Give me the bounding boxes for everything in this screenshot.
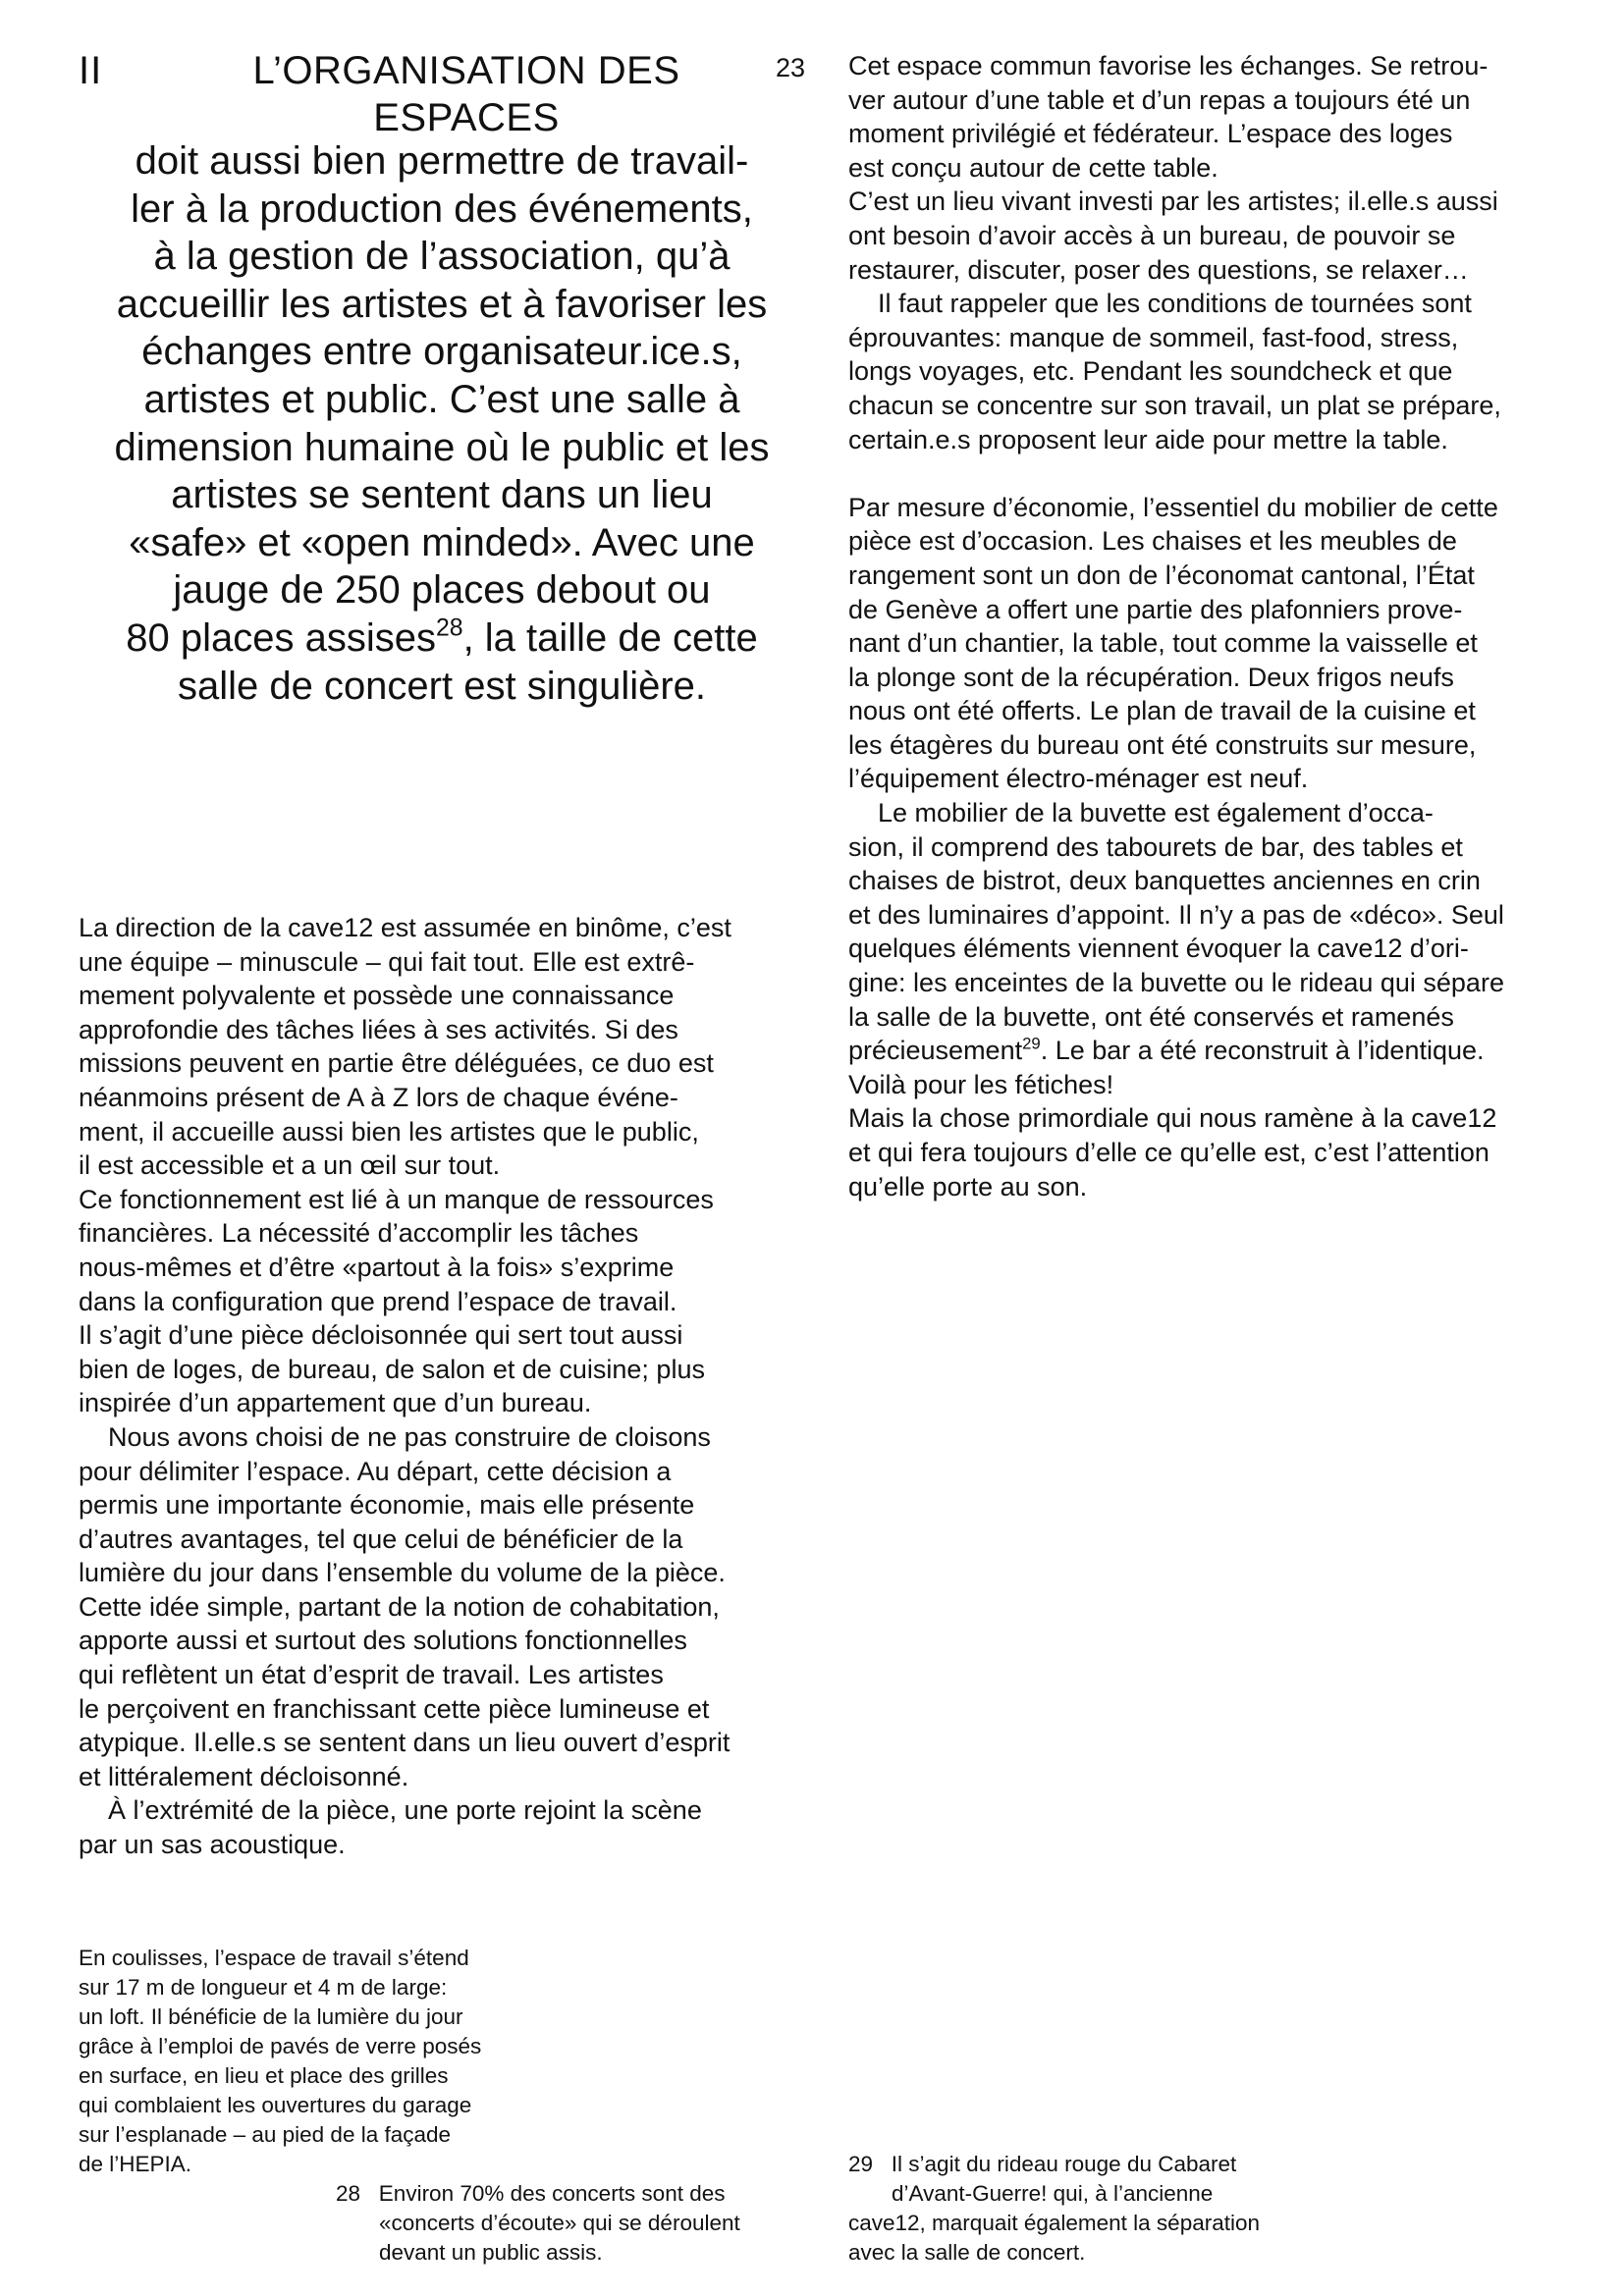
footnote-line: avec la salle de concert.: [848, 2240, 1086, 2265]
intro-line: artistes se sentent dans un lieu: [171, 473, 713, 517]
body-line: ment, il accueille aussi bien les artistes que le public,: [79, 1116, 699, 1147]
intro-line: jauge de 250 places debout ou: [173, 568, 711, 613]
intro-line: «safe» et «open minded». Avec une: [129, 520, 755, 564]
body-line: et qui fera toujours d’elle ce qu’elle est, c’est l’attention: [848, 1138, 1489, 1167]
body-line: la salle de la buvette, ont été conservés et ramenés: [848, 1001, 1454, 1032]
body-line: néanmoins présent de A à Z lors de chaque événe-: [79, 1082, 678, 1112]
intro-line: accueillir les artistes et à favoriser les: [116, 282, 768, 326]
caption-line: sur 17 m de longueur et 4 m de large:: [79, 1975, 448, 2000]
body-line: une équipe – minuscule – qui fait tout. Elle est extrê-: [79, 946, 695, 977]
paragraph-gap: [848, 456, 1595, 491]
page-number: 23: [776, 53, 806, 82]
body-text: précieusement: [848, 1036, 1023, 1066]
body-line: Ce fonctionnement est lié à un manque de ressources: [79, 1184, 714, 1214]
body-line: nous-mêmes et d’être «partout à la fois» s’exprime: [79, 1252, 675, 1282]
intro-paragraph: [79, 137, 805, 710]
footnote-number: 29: [848, 2152, 874, 2176]
body-line: La direction de la cave12 est assumée en binôme, c’est: [79, 913, 731, 942]
body-line: de Genève a offert une partie des plafonniers prove-: [848, 594, 1463, 624]
intro-line: artistes et public. C’est une salle à: [143, 377, 740, 421]
left-body-column: [79, 911, 805, 1862]
body-line: qu’elle porte au son.: [848, 1171, 1088, 1201]
chapter-title: [216, 47, 717, 141]
intro-line: doit aussi bien permettre de travail-: [135, 139, 749, 183]
body-line: Cet espace commun favorise les échanges. Se retrou-: [848, 51, 1489, 80]
body-line: sion, il comprend des tabourets de bar, des tables et: [848, 831, 1463, 862]
body-line: mement polyvalente et possède une connaissance: [79, 981, 675, 1011]
footnote-number: 28: [336, 2181, 361, 2206]
chapter-title-line: ESPACES: [373, 96, 560, 139]
body-line: permis une importante économie, mais elle présente: [79, 1490, 695, 1521]
body-line: certain.e.s proposent leur aide pour mettre la table.: [848, 424, 1448, 454]
caption-line: grâce à l’emploi de pavés de verre posés: [79, 2034, 482, 2058]
body-line: il est accessible et a un œil sur tout.: [79, 1150, 501, 1181]
body-line: atypique. Il.elle.s se sentent dans un lieu ouvert d’esprit: [79, 1728, 731, 1758]
body-line: lumière du jour dans l’ensemble du volume de la pièce.: [79, 1558, 726, 1588]
footnote-line: «concerts d’écoute» qui se déroulent: [379, 2211, 740, 2235]
footnote-line: d’Avant-Guerre! qui, à l’ancienne: [892, 2181, 1214, 2206]
body-line: ver autour d’une table et d’un repas a toujours été un: [848, 84, 1471, 115]
footnote-28: [336, 2179, 846, 2268]
body-line: et littéralement décloisonné.: [79, 1761, 409, 1791]
body-line: financières. La nécessité d’accomplir les tâches: [79, 1218, 639, 1249]
intro-line: échanges entre organisateur.ice.s,: [141, 330, 742, 374]
body-line: éprouvantes: manque de sommeil, fast-food, stress,: [848, 322, 1459, 352]
intro-line: à la gestion de l’association, qu’à: [153, 235, 731, 279]
body-text: . Le bar a été reconstruit à l’identique.: [1040, 1036, 1485, 1066]
body-line: les étagères du bureau ont été construits sur mesure,: [848, 729, 1477, 760]
caption-line: sur l’esplanade – au pied de la façade: [79, 2122, 452, 2147]
body-line: approfondie des tâches liées à ses activités. Si des: [79, 1014, 678, 1044]
footnote-29: [848, 2150, 1398, 2268]
body-line: Cette idée simple, partant de la notion de cohabitation,: [79, 1591, 720, 1622]
body-line: apporte aussi et surtout des solutions fonctionnelles: [79, 1626, 687, 1656]
footnote-line: cave12, marquait également la séparation: [848, 2211, 1261, 2235]
caption-line: de l’HEPIA.: [79, 2152, 192, 2176]
body-line: ont besoin d’avoir accès à un bureau, de pouvoir se: [848, 220, 1456, 250]
intro-line-with-footnote: [79, 614, 805, 663]
body-line: inspirée d’un appartement que d’un bureau.: [79, 1388, 592, 1418]
intro-text: 80 places assises: [126, 615, 436, 660]
body-line: À l’extrémité de la pièce, une porte rejoint la scène: [79, 1795, 702, 1826]
caption-line: qui comblaient les ouvertures du garage: [79, 2093, 472, 2117]
body-line: chaises de bistrot, deux banquettes anciennes en crin: [848, 866, 1481, 896]
body-line: pièce est d’occasion. Les chaises et les meubles de: [848, 526, 1457, 557]
caption-line: En coulisses, l’espace de travail s’étend: [79, 1946, 469, 1970]
caption-line: un loft. Il bénéficie de la lumière du jour: [79, 2004, 463, 2029]
body-line: quelques éléments viennent évoquer la cave12 d’ori-: [848, 934, 1469, 964]
chapter-title-line: L’ORGANISATION DES: [252, 49, 680, 92]
body-line: bien de loges, de bureau, de salon et de cuisine; plus: [79, 1354, 705, 1384]
body-line: chacun se concentre sur son travail, un plat se prépare,: [848, 390, 1501, 420]
body-line: nous ont été offerts. Le plan de travail de la cuisine et: [848, 696, 1476, 726]
footnote-ref-29[interactable]: 29: [1022, 1034, 1041, 1053]
intro-line: ler à la production des événements,: [131, 187, 753, 231]
footnote-text: Environ 70% des concerts sont des: [378, 2181, 726, 2206]
body-line: d’autres avantages, tel que celui de bénéficier de la: [79, 1523, 683, 1554]
body-line: Mais la chose primordiale qui nous ramène à la cave12: [848, 1103, 1497, 1134]
image-caption: [79, 1944, 550, 2179]
intro-line: salle de concert est singulière.: [177, 664, 707, 708]
footnote-text: Il s’agit du rideau rouge du Cabaret: [891, 2152, 1237, 2176]
footnote-line: [336, 2179, 846, 2209]
body-line: Par mesure d’économie, l’essentiel du mobilier de cette: [848, 492, 1498, 522]
body-line: pour délimiter l’espace. Au départ, cette décision a: [79, 1456, 672, 1486]
body-line: Voilà pour les fétiches!: [848, 1069, 1114, 1099]
intro-text: , la taille de cette: [462, 615, 758, 660]
body-line: qui reflètent un état d’esprit de travail. Les artistes: [79, 1660, 664, 1690]
body-line: l’équipement électro-ménager est neuf.: [848, 764, 1309, 794]
body-line: Il s’agit d’une pièce décloisonnée qui sert tout aussi: [79, 1320, 683, 1351]
body-line: Il faut rappeler que les conditions de tournées sont: [848, 289, 1472, 319]
body-line: Nous avons choisi de ne pas construire de cloisons: [79, 1421, 711, 1452]
body-line: rangement sont un don de l’économat cantonal, l’État: [848, 560, 1475, 590]
right-body-column: [848, 49, 1595, 1203]
body-line: gine: les enceintes de la buvette ou le rideau qui sépare: [848, 968, 1504, 998]
footnote-line: devant un public assis.: [379, 2240, 603, 2265]
body-line: la plonge sont de la récupération. Deux frigos neufs: [848, 662, 1454, 692]
body-line-with-footnote: [848, 1034, 1595, 1068]
chapter-number: II: [79, 49, 103, 92]
footnote-ref-28[interactable]: 28: [435, 614, 463, 642]
body-line: le perçoivent en franchissant cette pièce lumineuse et: [79, 1693, 710, 1724]
body-line: restaurer, discuter, poser des questions, se relaxer…: [848, 254, 1469, 285]
intro-line: dimension humaine où le public et les: [114, 425, 770, 469]
body-line: et des luminaires d’appoint. Il n’y a pas de «déco». Seul: [848, 899, 1504, 930]
footnote-line: [848, 2150, 1398, 2179]
caption-line: en surface, en lieu et place des grilles: [79, 2063, 449, 2088]
body-line: dans la configuration que prend l’espace de travail.: [79, 1286, 677, 1316]
body-line: Le mobilier de la buvette est également d’occa-: [848, 798, 1434, 828]
body-line: moment privilégié et fédérateur. L’espace des loges: [848, 119, 1453, 149]
body-line: C’est un lieu vivant investi par les artistes; il.elle.s aussi: [848, 187, 1498, 217]
body-line: nant d’un chantier, la table, tout comme la vaisselle et: [848, 628, 1478, 659]
body-line: par un sas acoustique.: [79, 1830, 346, 1860]
body-line: missions peuvent en partie être déléguées, ce duo est: [79, 1048, 714, 1079]
body-line: est conçu autour de cette table.: [848, 152, 1218, 183]
body-line: longs voyages, etc. Pendant les soundcheck et que: [848, 356, 1453, 387]
